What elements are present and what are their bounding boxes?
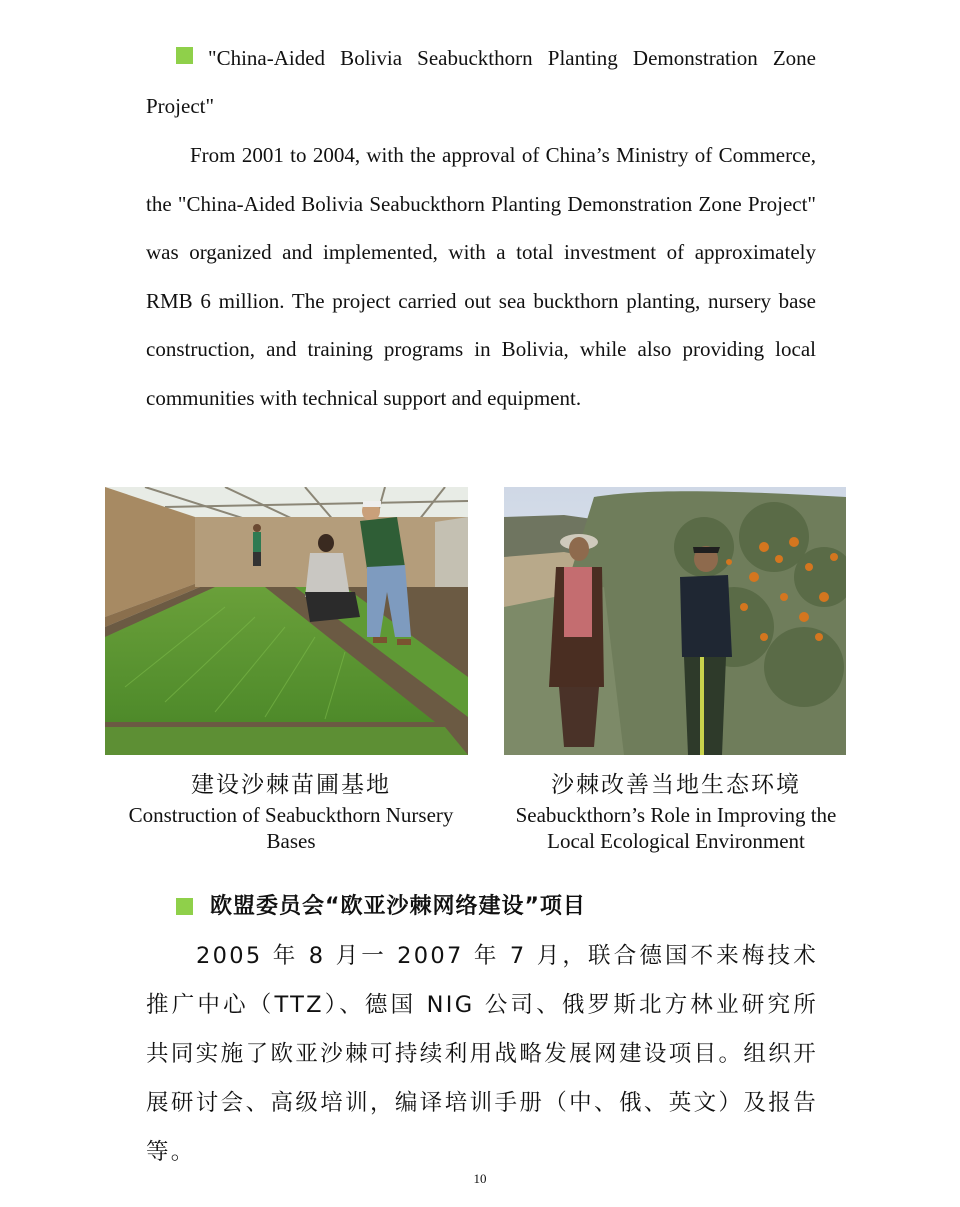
page-number: 10 (473, 1171, 487, 1186)
section-title: "China-Aided Bolivia Seabuckthorn Planting Demonstration Zone Project" (146, 46, 816, 118)
caption-chinese: 建设沙棘苗圃基地 (191, 772, 391, 798)
caption-chinese: 沙棘改善当地生态环境 (551, 772, 801, 798)
figure-caption (108, 768, 474, 854)
nursery-photo (105, 487, 468, 755)
section-title: 欧盟委员会“欧亚沙棘网络建设”项目 (210, 894, 586, 919)
caption-english: Local Ecological Environment (547, 829, 805, 853)
figure-caption (496, 768, 856, 854)
section-bullet-icon (176, 898, 193, 915)
caption-english: Construction of Seabuckthorn Nursery (128, 803, 454, 827)
field-photo (504, 487, 846, 755)
body-paragraph: From 2001 to 2004, with the approval of China’s Ministry of Commerce, the "China-Aided Bolivia Seabuckthorn Planting Demonstration Zone Project" was organized and implemented, with a total investment of approximately RMB 6 million. The project carried out sea buckthorn planting, nursery base construction, and training programs in Bolivia, while also providing local communities with technical support and equipment. (146, 143, 816, 410)
caption-english: Seabuckthorn’s Role in Improving the (515, 803, 837, 827)
caption-english: Bases (266, 829, 316, 853)
body-paragraph: 2005 年 8 月一 2007 年 7 月，联合德国不来梅技术推广中心（TTZ）、德国 NIG 公司、俄罗斯北方林业研究所共同实施了欧亚沙棘可持续利用战略发展网建设项目。组织开展研讨会、高级培训，编译培训手册（中、俄、英文）及报告等。 (146, 943, 818, 1165)
